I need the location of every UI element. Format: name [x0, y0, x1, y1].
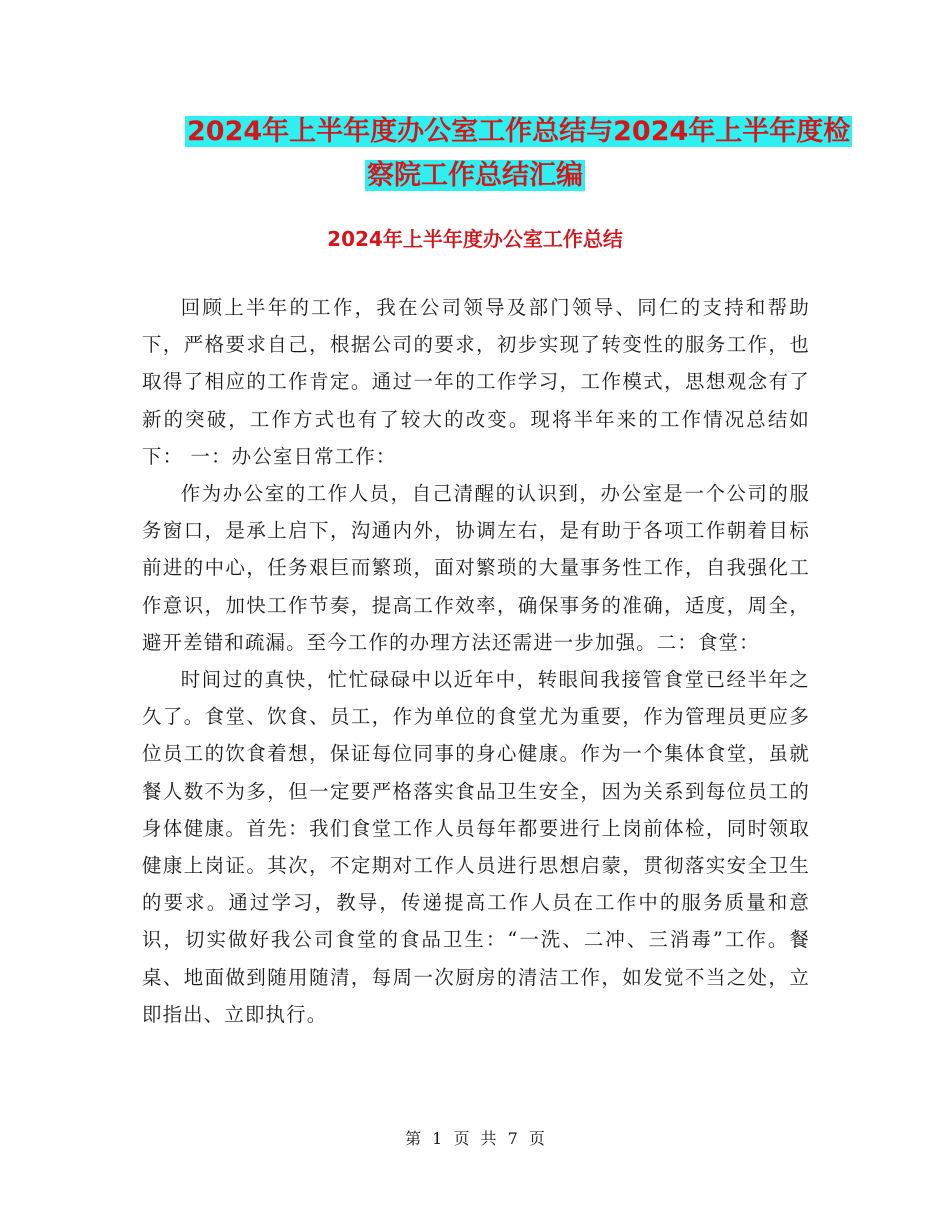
paragraph-review: 回顾上半年的工作，我在公司领导及部门领导、同仁的支持和帮助下，严格要求自己，根据公司的要求，初步实现了转变性的服务工作，也取得了相应的工作肯定。通过一年的工作学习，工作模式，思想观念有了新的突破，工作方式也有了较大的改变。现将半年来的工作情况总结如下： 一：办公室日常工作：: [142, 296, 810, 468]
section-title: 2024年上半年度办公室工作总结: [327, 227, 623, 251]
page-number-footer: 第 1 页 共 7 页: [405, 1129, 545, 1148]
paragraph-canteen: 时间过的真快，忙忙碌碌中以近年中，转眼间我接管食堂已经半年之久了。食堂、饮食、员工，作为单位的食堂尤为重要，作为管理员更应多位员工的饮食着想，保证每位同事的身心健康。作为一个集体食堂，虽就餐人数不为多，但一定要严格落实食品卫生安全，因为关系到每位员工的身体健康。首先：我们食堂工作人员每年都要进行上岗前体检，同时领取健康上岗证。其次，不定期对工作人员进行思想启蒙，贯彻落实安全卫生的要求。通过学习，教导，传递提高工作人员在工作中的服务质量和意识，切实做好我公司食堂的食品卫生：“一洗、二冲、三消毒”工作。餐桌、地面做到随用随清，每周一次厨房的清洁工作，如发觉不当之处，立即指出、立即执行。: [142, 668, 810, 1026]
document-body: [142, 289, 810, 1033]
document-title-line-1: 2024年上半年度办公室工作总结与2024年上半年度检: [187, 116, 851, 147]
document-title-line-2: 察院工作总结汇编: [367, 160, 583, 191]
paragraph-office-work: 作为办公室的工作人员，自己清醒的认识到，办公室是一个公司的服务窗口，是承上启下，沟通内外，协调左右，是有助于各项工作朝着目标前进的中心，任务艰巨而繁琐，面对繁琐的大量事务性工作，自我强化工作意识，加快工作节奏，提高工作效率，确保事务的准确，适度，周全，避开差错和疏漏。至今工作的办理方法还需进一步加强。二：食堂：: [142, 482, 810, 654]
